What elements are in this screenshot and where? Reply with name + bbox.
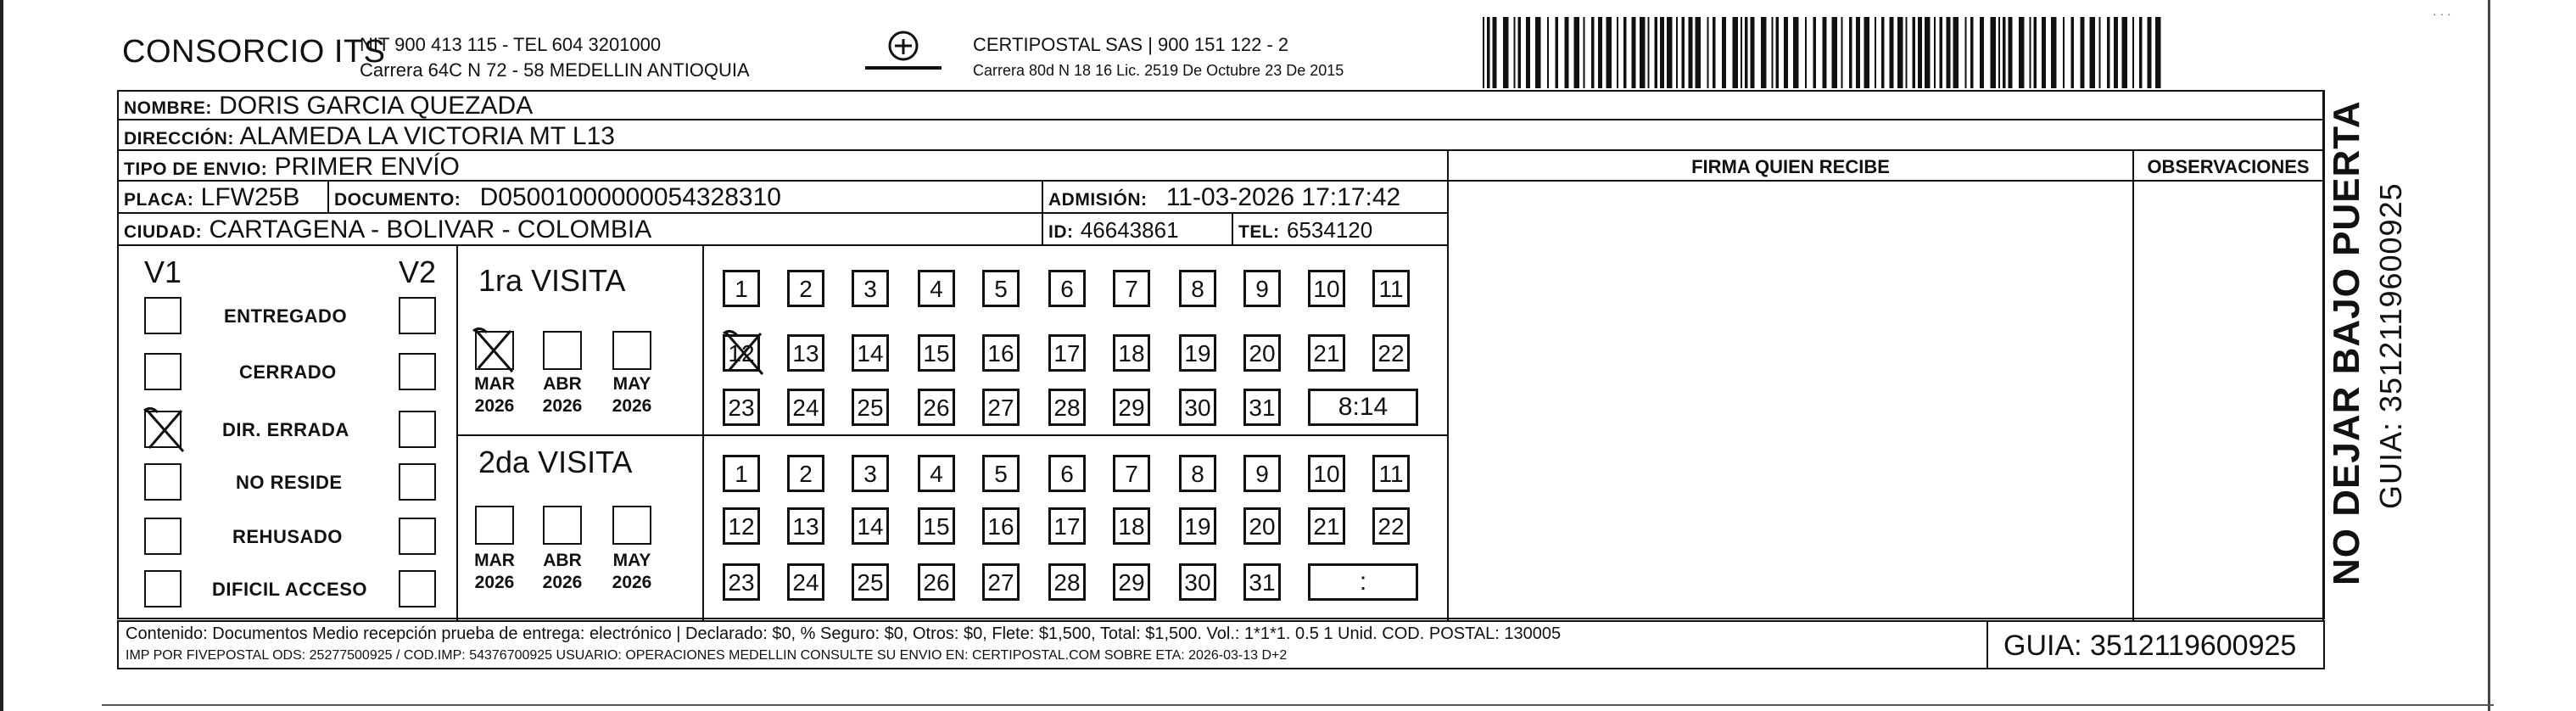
day-box[interactable]: 23 [723,563,760,601]
handwritten-mark-icon [470,322,517,377]
month-label [528,550,596,594]
imp-line: IMP POR FIVEPOSTAL ODS: 25277500925 / COD.IMP: 54376700925 USUARIO: OPERACIONES MEDELLIN CONSULTE SU ENVIO EN: CERTIPOSTAL.COM SOBRE ETA: 2026-03-13 D+2 [126,648,1288,663]
company-info [360,32,750,83]
day-box[interactable]: 19 [1179,334,1216,372]
barcode-bar [1947,17,1951,88]
day-box[interactable]: 29 [1113,563,1150,601]
tel-divider [1232,212,1233,244]
month-year: 2026 [474,573,515,592]
day-box[interactable]: 10 [1308,455,1345,492]
month-checkbox[interactable] [543,506,582,545]
barcode-bar [1632,17,1636,88]
day-box[interactable]: 16 [982,507,1020,545]
day-box[interactable]: 10 [1308,270,1345,307]
barcode-bar [1934,17,1936,88]
barcode-bar [1793,17,1799,88]
day-box[interactable]: 3 [852,270,889,307]
v2-checkbox[interactable] [399,297,436,334]
barcode-bar [2139,17,2143,88]
barcode-bar [1722,17,1726,88]
side-instruction: NO DEJAR BAJO PUERTA [2326,100,2367,585]
barcode-bar [1890,17,1894,88]
barcode-bar [2051,17,2057,88]
placa-value: LFW25B [200,183,300,211]
day-box[interactable]: 7 [1113,455,1150,492]
day-box[interactable]: 26 [918,389,955,426]
row-line [117,212,1447,214]
direccion-field: DIRECCIÓN: ALAMEDA LA VICTORIA MT L13 [124,122,615,150]
month-checkbox[interactable] [543,331,582,370]
barcode-bar [1776,17,1780,88]
v1-checkbox[interactable] [144,411,182,448]
status-label: REHUSADO [232,526,343,547]
v1-checkbox[interactable] [144,570,182,607]
day-number: 12 [728,340,755,367]
barcode-bar [1751,17,1755,88]
day-box[interactable]: 5 [982,270,1020,307]
ciudad-value: CARTAGENA - BOLIVAR - COLOMBIA [209,216,652,244]
barcode-bar [1925,17,1931,88]
barcode-bar [1483,17,1484,88]
status-divider [456,244,458,620]
v2-checkbox[interactable] [399,463,436,501]
bottom-edge [102,704,2494,706]
barcode-bar [1607,17,1612,88]
barcode-bar [1696,17,1702,88]
barcode-bar [1881,17,1885,88]
barcode-bar [2030,17,2031,88]
v2-checkbox[interactable] [399,570,436,607]
certipostal-address: Carrera 80d N 18 16 Lic. 2519 De Octubre 23 De 2015 [973,62,1344,79]
barcode-bar [1503,17,1509,88]
barcode-bar [1617,17,1618,88]
day-box[interactable]: 20 [1243,507,1281,545]
v2-header: V2 [399,255,437,289]
month-checkbox[interactable] [475,506,514,545]
tipo-value: PRIMER ENVÍO [274,153,460,181]
footer-frame [117,620,2325,669]
barcode-bar [1823,17,1827,88]
barcode-bar [1813,17,1817,88]
barcode-bar [1832,17,1838,88]
guia-box-text: GUIA: 3512119600925 [2003,630,2297,662]
day-box[interactable]: 17 [1048,334,1086,372]
day-box[interactable]: 24 [787,389,824,426]
barcode-bar [1741,17,1742,88]
day-box[interactable]: 31 [1243,389,1281,426]
day-box[interactable]: 21 [1308,334,1345,372]
barcode-bar [1526,17,1530,88]
certipostal-line: CERTIPOSTAL SAS | 900 151 122 - 2 [973,34,1289,55]
month-name: MAR [474,374,515,394]
day-box[interactable]: 6 [1048,270,1086,307]
status-label: DIFICIL ACCESO [212,579,368,600]
barcode-bar [2034,17,2037,88]
month-name: MAY [612,551,651,570]
day-box[interactable]: 2 [787,270,824,307]
time-box[interactable]: 8:14 [1308,389,1418,426]
tel-value: 6534120 [1287,217,1373,243]
barcode-bar [1841,17,1843,88]
month-year: 2026 [612,573,652,592]
nombre-field: NOMBRE: DORIS GARCIA QUEZADA [124,92,534,120]
barcode-bar [1574,17,1580,88]
day-box[interactable]: 28 [1048,389,1086,426]
visit-divider [456,434,1447,436]
barcode-bar [1682,17,1685,88]
barcode-bar [1940,17,1943,88]
day-box[interactable]: 27 [982,563,1020,601]
day-box[interactable]: 25 [852,563,889,601]
side-guia: GUIA: 3512119600925 [2373,182,2408,509]
admision-value: 11-03-2026 17:17:42 [1165,183,1401,211]
direccion-value: ALAMEDA LA VICTORIA MT L13 [239,122,615,150]
day-box[interactable]: 20 [1243,334,1281,372]
barcode-bar [2114,17,2118,88]
status-label: ENTREGADO [224,305,348,327]
month-label [461,373,528,417]
month-year: 2026 [542,396,583,416]
barcode-bar [2003,17,2006,88]
barcode-bar [1906,17,1908,88]
barcode-bar [1660,17,1664,88]
barcode-bar [1535,17,1541,88]
day-box[interactable]: 9 [1243,455,1281,492]
day-box[interactable]: 30 [1179,563,1216,601]
status-label: CERRADO [239,361,337,383]
v1-checkbox[interactable] [144,463,182,501]
day-box[interactable]: 13 [787,507,824,545]
barcode-bar [2019,17,2025,88]
day-box[interactable]: 16 [982,334,1020,372]
firma-divider [1447,149,1449,620]
barcode-bar [1565,17,1569,88]
day-box[interactable]: 7 [1113,270,1150,307]
day-box[interactable]: 18 [1113,507,1150,545]
day-box[interactable]: 1 [723,270,760,307]
day-box[interactable]: 15 [918,334,955,372]
observaciones-header: OBSERVACIONES [2147,156,2310,177]
day-box[interactable]: 4 [918,270,955,307]
row-line [117,244,1447,246]
month-name: ABR [543,551,582,570]
admision-field: ADMISIÓN: 11-03-2026 17:17:42 [1048,183,1401,211]
handwritten-mark-icon [141,402,188,456]
barcode-bar [1733,17,1739,88]
v2-checkbox[interactable] [399,411,436,448]
barcode-bar [1689,17,1693,88]
barcode-bar [1655,17,1658,88]
barcode-bar [1556,17,1559,88]
barcode-bar [1518,17,1522,88]
day-box[interactable] [723,334,760,372]
month-label [461,550,528,594]
day-box[interactable]: 25 [852,389,889,426]
day-box[interactable]: 1 [723,455,760,492]
barcode-bar [2099,17,2101,88]
right-edge [2488,0,2490,711]
day-box[interactable]: 11 [1372,270,1410,307]
day-box[interactable]: 29 [1113,389,1150,426]
month-year: 2026 [612,396,652,416]
barcode-bar [2071,17,2075,88]
day-box[interactable]: 5 [982,455,1020,492]
barcode-bar [1864,17,1870,88]
barcode-bar [1514,17,1516,88]
barcode-bar [2122,17,2128,88]
firma-header: FIRMA QUIEN RECIBE [1691,156,1890,177]
nit-line: NIT 900 413 115 - TEL 604 3201000 [360,34,662,55]
barcode-bar [2148,17,2152,88]
barcode [1483,17,2161,88]
barcode-bar [1598,17,1602,88]
month-checkbox[interactable] [612,331,651,370]
month-name: MAR [474,551,515,570]
day-box[interactable]: 11 [1372,455,1410,492]
logo-icon [857,29,950,80]
documento-value: D05001000000054328310 [479,183,781,211]
month-year: 2026 [474,396,515,416]
barcode-bar [1918,17,1922,88]
barcode-bar [1547,17,1549,88]
v1-checkbox[interactable] [144,353,182,390]
corner-marks: · · · [2433,7,2451,20]
day-box[interactable]: 23 [723,389,760,426]
v1-checkbox[interactable] [144,518,182,555]
barcode-bar [1856,17,1860,88]
day-box[interactable]: 4 [918,455,955,492]
day-box[interactable]: 18 [1113,334,1150,372]
barcode-bar [2063,17,2065,88]
month-name: MAY [612,374,651,394]
month-year: 2026 [542,573,583,592]
tipo-field: TIPO DE ENVIO: PRIMER ENVÍO [124,153,460,181]
certipostal-info [973,32,1344,83]
month-label [598,550,666,594]
day-box[interactable]: 31 [1243,563,1281,601]
day-box[interactable]: 6 [1048,455,1086,492]
month-checkbox[interactable] [612,506,651,545]
day-box[interactable]: 12 [723,507,760,545]
day-box[interactable]: 8 [1179,270,1216,307]
nombre-value: DORIS GARCIA QUEZADA [219,92,534,120]
barcode-bar [1772,17,1774,88]
barcode-bar [2132,17,2134,88]
ciudad-field: CIUDAD: CARTAGENA - BOLIVAR - COLOMBIA [124,216,652,244]
day-box[interactable]: 21 [1308,507,1345,545]
placa-field: PLACA: LFW25B [124,183,300,211]
admision-divider [1042,180,1043,244]
barcode-bar [1623,17,1627,88]
barcode-bar [1998,17,2000,88]
day-box[interactable]: 30 [1179,389,1216,426]
day-box[interactable]: 8 [1179,455,1216,492]
day-box[interactable]: 2 [787,455,824,492]
barcode-bar [1897,17,1903,88]
barcode-bar [1487,17,1490,88]
day-box[interactable]: 22 [1372,507,1410,545]
left-edge [0,0,3,711]
barcode-bar [1676,17,1678,88]
barcode-bar [1640,17,1646,88]
month-label [598,373,666,417]
barcode-bar [1667,17,1673,88]
visit1-title: 1ra VISITA [478,263,626,298]
barcode-bar [1745,17,1748,88]
month-checkbox[interactable] [475,331,514,370]
barcode-bar [2090,17,2096,88]
barcode-bar [2042,17,2046,88]
barcode-bar [1591,17,1595,88]
v1-checkbox[interactable] [144,297,182,334]
v1-header: V1 [144,255,182,289]
barcode-bar [1953,17,1959,88]
barcode-bar [1493,17,1497,88]
tel-field: TEL: 6534120 [1238,217,1373,243]
barcode-bar [1784,17,1788,88]
obs-divider [2132,149,2134,620]
barcode-bar [1849,17,1852,88]
day-box[interactable]: 13 [787,334,824,372]
barcode-bar [1707,17,1709,88]
barcode-bar [1980,17,1984,88]
time-box[interactable]: : [1308,563,1418,601]
content-line: Contenido: Documentos Medio recepción prueba de entrega: electrónico | Declarado: $0, % Seguro: $0, Otros: $0, Flete: $1,500, Total: $1,500. Vol.: 1*1*1. 0.5 1 Unid. COD. POSTAL: 130005 [126,624,1562,643]
documento-field: DOCUMENTO: D05001000000054328310 [334,183,781,211]
barcode-bar [2155,17,2161,88]
day-box[interactable]: 28 [1048,563,1086,601]
day-box[interactable]: 9 [1243,270,1281,307]
day-box[interactable]: 22 [1372,334,1410,372]
barcode-bar [2009,17,2013,88]
day-box[interactable]: 17 [1048,507,1086,545]
barcode-bar [1713,17,1716,88]
day-box[interactable]: 15 [918,507,955,545]
month-label [528,373,596,417]
day-box[interactable]: 14 [852,507,889,545]
v2-checkbox[interactable] [399,353,436,390]
month-name: ABR [543,374,582,394]
barcode-bar [2081,17,2085,88]
month-divider [702,244,704,620]
status-label: NO RESIDE [236,472,343,493]
barcode-bar [1913,17,1916,88]
barcode-bar [1805,17,1807,88]
certipostal-logo [857,29,950,80]
day-box[interactable]: 19 [1179,507,1216,545]
id-field: ID: 46643861 [1048,217,1179,243]
v2-checkbox[interactable] [399,518,436,555]
barcode-bar [1965,17,1967,88]
barcode-bar [1991,17,1997,88]
barcode-bar [1970,17,1974,88]
company-name: CONSORCIO ITS [122,34,386,70]
barcode-bar [1648,17,1650,88]
right-frame [2322,90,2324,621]
day-box[interactable]: 27 [982,389,1020,426]
day-box[interactable]: 26 [918,563,955,601]
barcode-bar [1875,17,1876,88]
day-box[interactable]: 24 [787,563,824,601]
placa-divider [327,180,329,212]
barcode-bar [1584,17,1585,88]
id-value: 46643861 [1080,217,1179,243]
day-box[interactable]: 3 [852,455,889,492]
address-line: Carrera 64C N 72 - 58 MEDELLIN ANTIOQUIA [360,59,750,81]
barcode-bar [1761,17,1767,88]
visit2-title: 2da VISITA [478,445,633,479]
day-box[interactable]: 14 [852,334,889,372]
barcode-bar [2107,17,2110,88]
status-label: DIR. ERRADA [222,419,349,440]
